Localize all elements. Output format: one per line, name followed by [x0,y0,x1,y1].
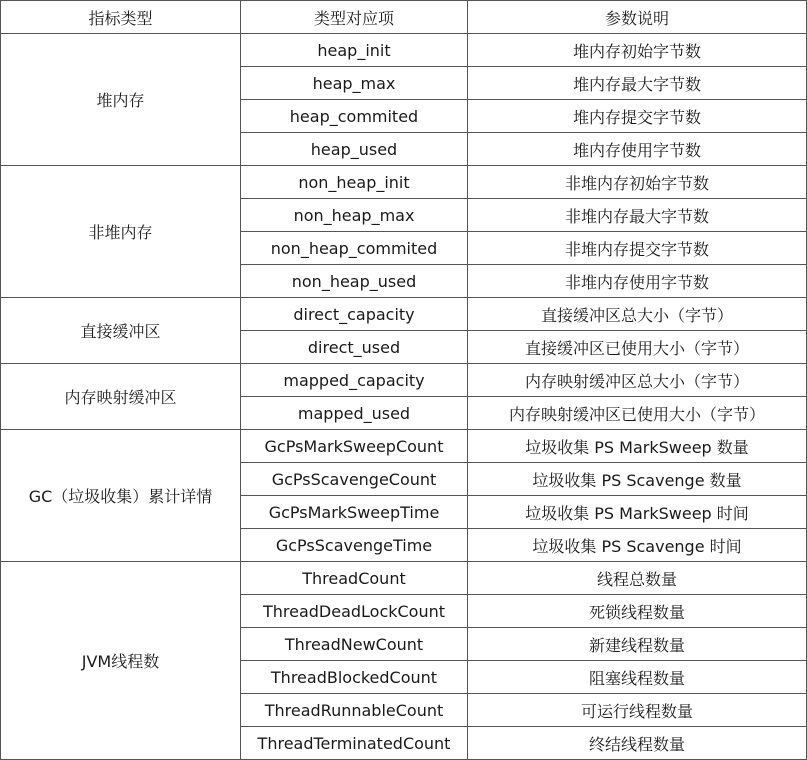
description-cell: 垃圾收集 PS Scavenge 数量 [468,463,807,496]
item-cell: direct_capacity [241,298,468,331]
table-row [1,430,807,463]
item-cell: ThreadBlockedCount [241,661,468,694]
description-cell: 堆内存初始字节数 [468,34,807,67]
item-cell: heap_used [241,133,468,166]
item-cell: non_heap_init [241,166,468,199]
item-cell: heap_commited [241,100,468,133]
metric-type-cell: 堆内存 [1,34,241,166]
description-cell: 死锁线程数量 [468,595,807,628]
item-cell: GcPsMarkSweepCount [241,430,468,463]
item-cell: GcPsScavengeCount [241,463,468,496]
description-cell: 堆内存使用字节数 [468,133,807,166]
description-cell: 可运行线程数量 [468,694,807,727]
description-cell: 堆内存提交字节数 [468,100,807,133]
item-cell: mapped_capacity [241,364,468,397]
header-description: 参数说明 [468,1,807,34]
item-cell: ThreadRunnableCount [241,694,468,727]
item-cell: ThreadTerminatedCount [241,727,468,760]
table-row [1,34,807,67]
description-cell: 直接缓冲区总大小（字节） [468,298,807,331]
item-cell: non_heap_max [241,199,468,232]
metric-type-cell: 非堆内存 [1,166,241,298]
description-cell: 终结线程数量 [468,727,807,760]
description-cell: 堆内存最大字节数 [468,67,807,100]
item-cell: ThreadCount [241,562,468,595]
table-body [1,34,807,760]
table-row [1,562,807,595]
description-cell: 非堆内存初始字节数 [468,166,807,199]
metric-type-cell: 内存映射缓冲区 [1,364,241,430]
item-cell: GcPsScavengeTime [241,529,468,562]
table-row [1,364,807,397]
header-row [1,1,807,34]
item-cell: non_heap_commited [241,232,468,265]
description-cell: 内存映射缓冲区总大小（字节） [468,364,807,397]
item-cell: heap_max [241,67,468,100]
header-metric-type: 指标类型 [1,1,241,34]
description-cell: 非堆内存最大字节数 [468,199,807,232]
metric-type-cell: JVM线程数 [1,562,241,760]
description-cell: 阻塞线程数量 [468,661,807,694]
item-cell: direct_used [241,331,468,364]
header-item: 类型对应项 [241,1,468,34]
item-cell: ThreadNewCount [241,628,468,661]
description-cell: 内存映射缓冲区已使用大小（字节） [468,397,807,430]
item-cell: ThreadDeadLockCount [241,595,468,628]
description-cell: 非堆内存使用字节数 [468,265,807,298]
description-cell: 垃圾收集 PS MarkSweep 时间 [468,496,807,529]
table-row [1,166,807,199]
item-cell: mapped_used [241,397,468,430]
item-cell: GcPsMarkSweepTime [241,496,468,529]
item-cell: heap_init [241,34,468,67]
description-cell: 垃圾收集 PS MarkSweep 数量 [468,430,807,463]
description-cell: 非堆内存提交字节数 [468,232,807,265]
item-cell: non_heap_used [241,265,468,298]
description-cell: 新建线程数量 [468,628,807,661]
description-cell: 垃圾收集 PS Scavenge 时间 [468,529,807,562]
metric-type-cell: 直接缓冲区 [1,298,241,364]
description-cell: 线程总数量 [468,562,807,595]
table-row [1,298,807,331]
description-cell: 直接缓冲区已使用大小（字节） [468,331,807,364]
metric-type-cell: GC（垃圾收集）累计详情 [1,430,241,562]
